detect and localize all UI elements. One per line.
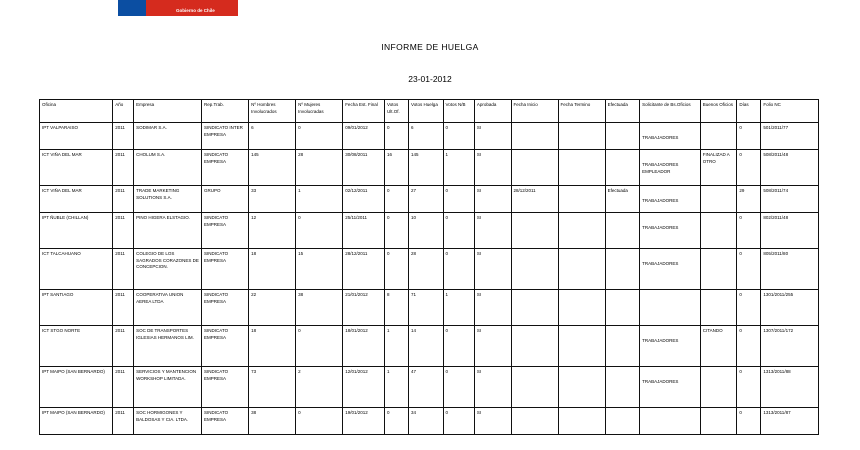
column-header: Nº Mujeres Involucradas <box>296 100 343 123</box>
table-cell: 0 <box>296 326 343 367</box>
table-cell: 22 <box>249 290 296 326</box>
table-cell: 0 <box>296 213 343 249</box>
table-cell: IPT VALPARAISO <box>40 123 113 150</box>
table-cell: 1 <box>385 326 409 367</box>
table-cell <box>511 408 558 435</box>
cell-text: TRABAJADORES <box>642 225 679 230</box>
table-cell <box>700 123 737 150</box>
cell-text: TRABAJADORES <box>642 198 679 203</box>
table-body <box>40 123 819 435</box>
table-cell: 2011 <box>113 123 134 150</box>
table-cell: 18 <box>249 249 296 290</box>
table-cell: 0 <box>443 367 474 408</box>
table-cell: 802/2011/48 <box>761 213 819 249</box>
column-header: Votos Huelga <box>409 100 444 123</box>
table-cell: 0 <box>296 123 343 150</box>
table-cell: 1 <box>385 367 409 408</box>
table-cell <box>700 186 737 213</box>
table-cell <box>511 213 558 249</box>
table-cell: 28/12/2011 <box>511 186 558 213</box>
cell-text: TRABAJADORES EMPLEADOR <box>642 162 679 174</box>
table-cell: 1 <box>443 150 474 186</box>
table-cell: IPT SANTIAGO <box>40 290 113 326</box>
table-cell: SI <box>474 213 511 249</box>
table-cell <box>640 123 701 150</box>
table-cell <box>605 367 640 408</box>
table-cell: CITANDO <box>700 326 737 367</box>
table-cell: 30/08/2011 <box>343 150 385 186</box>
table-cell: 12 <box>249 213 296 249</box>
table-cell <box>700 213 737 249</box>
table-row <box>40 290 819 326</box>
table-cell <box>700 408 737 435</box>
table-cell: SINDICATO EMPRESA <box>202 290 249 326</box>
table-cell <box>605 213 640 249</box>
table-cell: SI <box>474 367 511 408</box>
table-cell: SINDICATO EMPRESA <box>202 213 249 249</box>
table-cell: Efectuada <box>605 186 640 213</box>
table-cell: SOC DE TRANSPORTES IGLESIAS HERMANOS LIM. <box>134 326 202 367</box>
table-cell: 1307/2011/172 <box>761 326 819 367</box>
cell-text <box>642 292 698 302</box>
table-cell: SINDICATO EMPRESA <box>202 326 249 367</box>
table-cell <box>640 408 701 435</box>
table-cell: 02/12/2011 <box>343 186 385 213</box>
column-header: Rep.Trab. <box>202 100 249 123</box>
table-cell: 28 <box>409 249 444 290</box>
table-cell: 8 <box>385 290 409 326</box>
table-cell: 2011 <box>113 326 134 367</box>
table-cell <box>511 326 558 367</box>
table-header-row <box>40 100 819 123</box>
table-cell <box>558 367 605 408</box>
table-cell: 25/11/2011 <box>343 213 385 249</box>
column-header: Días <box>737 100 761 123</box>
table-cell <box>640 150 701 186</box>
table-cell: SI <box>474 249 511 290</box>
table-cell: SODIMAR S.A. <box>134 123 202 150</box>
table-cell <box>558 249 605 290</box>
column-header: Año <box>113 100 134 123</box>
table-cell: COOPERATIVA UNION AEREA LTDA <box>134 290 202 326</box>
table-cell: 38 <box>249 408 296 435</box>
table-row <box>40 326 819 367</box>
table-cell: 2011 <box>113 186 134 213</box>
table-cell <box>700 290 737 326</box>
table-cell: 0 <box>737 249 761 290</box>
table-cell: 0 <box>737 367 761 408</box>
table-cell: 805/2011/80 <box>761 249 819 290</box>
table-cell: 09/01/2012 <box>343 123 385 150</box>
table-cell: ICT STGO NORTE <box>40 326 113 367</box>
table-cell: 145 <box>249 150 296 186</box>
table-cell: 1301/2011/255 <box>761 290 819 326</box>
table-cell: SI <box>474 186 511 213</box>
table-cell: 21/01/2012 <box>343 290 385 326</box>
report-title: INFORME DE HUELGA <box>381 42 479 52</box>
table-cell: SINDICATO EMPRESA <box>202 367 249 408</box>
table-cell: 145 <box>409 150 444 186</box>
table-cell: 28 <box>296 150 343 186</box>
table-cell: 0 <box>443 186 474 213</box>
table-cell: IPT MAIPO (SAN BERNARDO) <box>40 367 113 408</box>
column-header: Fecha Inicio <box>511 100 558 123</box>
table-cell: FINALIZAD A OTRO <box>700 150 737 186</box>
government-label: Gobierno de Chile <box>176 8 215 13</box>
table-cell <box>640 249 701 290</box>
table-cell <box>605 290 640 326</box>
table-cell: 12/01/2012 <box>343 367 385 408</box>
table-cell: 0 <box>385 213 409 249</box>
table-cell <box>640 290 701 326</box>
table-cell <box>605 150 640 186</box>
table-cell: 0 <box>737 290 761 326</box>
table-cell: SI <box>474 123 511 150</box>
table-cell: 1 <box>296 186 343 213</box>
table-cell: 0 <box>296 408 343 435</box>
table-cell: SI <box>474 408 511 435</box>
cell-text: TRABAJADORES <box>642 135 679 140</box>
cell-text: TRABAJADORES <box>642 261 679 266</box>
table-cell <box>605 123 640 150</box>
table-cell: ICT VIÑA DEL MAR <box>40 150 113 186</box>
table-cell: IPT MAIPO (SAN BERNARDO) <box>40 408 113 435</box>
cell-text <box>642 410 698 420</box>
table-cell: PINO HIGERA ELSTAGIO. <box>134 213 202 249</box>
table-cell <box>558 213 605 249</box>
logo-blue-block <box>118 0 146 16</box>
table-cell: 33 <box>249 186 296 213</box>
column-header: Aprobada <box>474 100 511 123</box>
table-cell <box>640 213 701 249</box>
table-cell: SI <box>474 290 511 326</box>
table-cell: 6 <box>249 123 296 150</box>
table-cell: 28/12/2011 <box>343 249 385 290</box>
table-cell: 0 <box>737 408 761 435</box>
table-cell: SINDICATO EMPRESA <box>202 249 249 290</box>
table-cell: 18/01/2012 <box>343 326 385 367</box>
table-cell: 0 <box>385 249 409 290</box>
table-cell: 29 <box>737 186 761 213</box>
table-cell: 2011 <box>113 408 134 435</box>
column-header: Votos N/B <box>443 100 474 123</box>
table-cell: 2011 <box>113 213 134 249</box>
table-cell: 2011 <box>113 290 134 326</box>
table-cell: 1313/2011/88 <box>761 367 819 408</box>
table-row <box>40 249 819 290</box>
table-cell: 0 <box>385 123 409 150</box>
table-cell: 0 <box>443 123 474 150</box>
table-cell: 508/2011/48 <box>761 150 819 186</box>
table-cell: 10 <box>409 213 444 249</box>
table-cell: 6 <box>409 123 444 150</box>
table-cell: 15 <box>296 249 343 290</box>
table-cell: 0 <box>737 123 761 150</box>
table-cell: SI <box>474 326 511 367</box>
table-cell: 18 <box>249 326 296 367</box>
table-cell: COLEGIO DE LOS SAGRADOS CORAZONES DE CONCEPCION. <box>134 249 202 290</box>
table-cell: 2 <box>296 367 343 408</box>
table-cell <box>640 326 701 367</box>
table-row <box>40 367 819 408</box>
table-cell: SERVICIOS Y MANTENCION WORKSHOP LIMITADA. <box>134 367 202 408</box>
table-cell: GRUPO <box>202 186 249 213</box>
table-row <box>40 150 819 186</box>
table-cell <box>511 367 558 408</box>
table-cell: 0 <box>443 213 474 249</box>
table-row <box>40 408 819 435</box>
table-cell: SINDICATO EMPRESA <box>202 150 249 186</box>
table-cell <box>558 326 605 367</box>
table-row <box>40 213 819 249</box>
table-cell: 47 <box>409 367 444 408</box>
table-cell <box>558 408 605 435</box>
table-row <box>40 186 819 213</box>
table-cell: TRADE MARKETING SOLUTIONS S.A. <box>134 186 202 213</box>
table-cell: 2011 <box>113 150 134 186</box>
column-header: Nº Hombres Involucrados <box>249 100 296 123</box>
table-cell: 0 <box>443 408 474 435</box>
strike-report-table <box>39 99 819 435</box>
column-header: Folio NC <box>761 100 819 123</box>
table-cell: SOC HORMIGONES Y BALDOSAS Y CIA. LTDA. <box>134 408 202 435</box>
column-header: Votos Ult.Of. <box>385 100 409 123</box>
table-cell: ICT TALCAHUANO <box>40 249 113 290</box>
table-cell <box>511 249 558 290</box>
table-cell <box>558 150 605 186</box>
table-cell <box>700 249 737 290</box>
table-cell: 501/2011/77 <box>761 123 819 150</box>
table-cell: 71 <box>409 290 444 326</box>
table-cell: 1313/2011/87 <box>761 408 819 435</box>
table-cell: 2011 <box>113 367 134 408</box>
table-cell: 38 <box>296 290 343 326</box>
table-cell <box>558 123 605 150</box>
report-date: 23-01-2012 <box>408 74 452 84</box>
table-cell: 34 <box>409 408 444 435</box>
table-cell <box>640 186 701 213</box>
table-cell <box>605 249 640 290</box>
table-cell: 0 <box>443 249 474 290</box>
table-cell <box>700 367 737 408</box>
table-cell: 508/2011/74 <box>761 186 819 213</box>
table-cell <box>511 123 558 150</box>
table-cell: 0 <box>385 408 409 435</box>
table-cell <box>640 367 701 408</box>
table-cell: 19/01/2012 <box>343 408 385 435</box>
table-cell <box>558 290 605 326</box>
table-cell: 0 <box>385 186 409 213</box>
column-header: Fecha Termino <box>558 100 605 123</box>
table-cell: IPT ÑUBLE (CHILLAN) <box>40 213 113 249</box>
column-header: Buenos Oficios <box>700 100 737 123</box>
table-cell: 0 <box>737 150 761 186</box>
table-cell <box>511 290 558 326</box>
column-header: Empresa <box>134 100 202 123</box>
table-cell: 16 <box>385 150 409 186</box>
cell-text: TRABAJADORES <box>642 379 679 384</box>
table-cell: 2011 <box>113 249 134 290</box>
table-cell: 0 <box>737 326 761 367</box>
table-cell <box>558 186 605 213</box>
table-cell <box>605 326 640 367</box>
table-cell: 0 <box>443 326 474 367</box>
column-header: Fecha Est. Final <box>343 100 385 123</box>
table-row <box>40 123 819 150</box>
column-header: Efectuada <box>605 100 640 123</box>
table-cell: SINDICATO EMPRESA <box>202 408 249 435</box>
table-cell: SI <box>474 150 511 186</box>
table-cell: CHOLUM S.A. <box>134 150 202 186</box>
table-cell: 1 <box>443 290 474 326</box>
column-header: Oficina <box>40 100 113 123</box>
table-cell: 27 <box>409 186 444 213</box>
government-logo <box>118 0 238 16</box>
table-cell: 0 <box>737 213 761 249</box>
column-header: Solicitante de Bs.Oficios <box>640 100 701 123</box>
table-cell: 14 <box>409 326 444 367</box>
table-cell <box>511 150 558 186</box>
table-cell: 73 <box>249 367 296 408</box>
cell-text: TRABAJADORES <box>642 338 679 343</box>
logo-red-block <box>146 0 238 16</box>
table-cell <box>605 408 640 435</box>
table-cell: SINDICATO INTER EMPRESA <box>202 123 249 150</box>
table-cell: ICT VIÑA DEL MAR <box>40 186 113 213</box>
